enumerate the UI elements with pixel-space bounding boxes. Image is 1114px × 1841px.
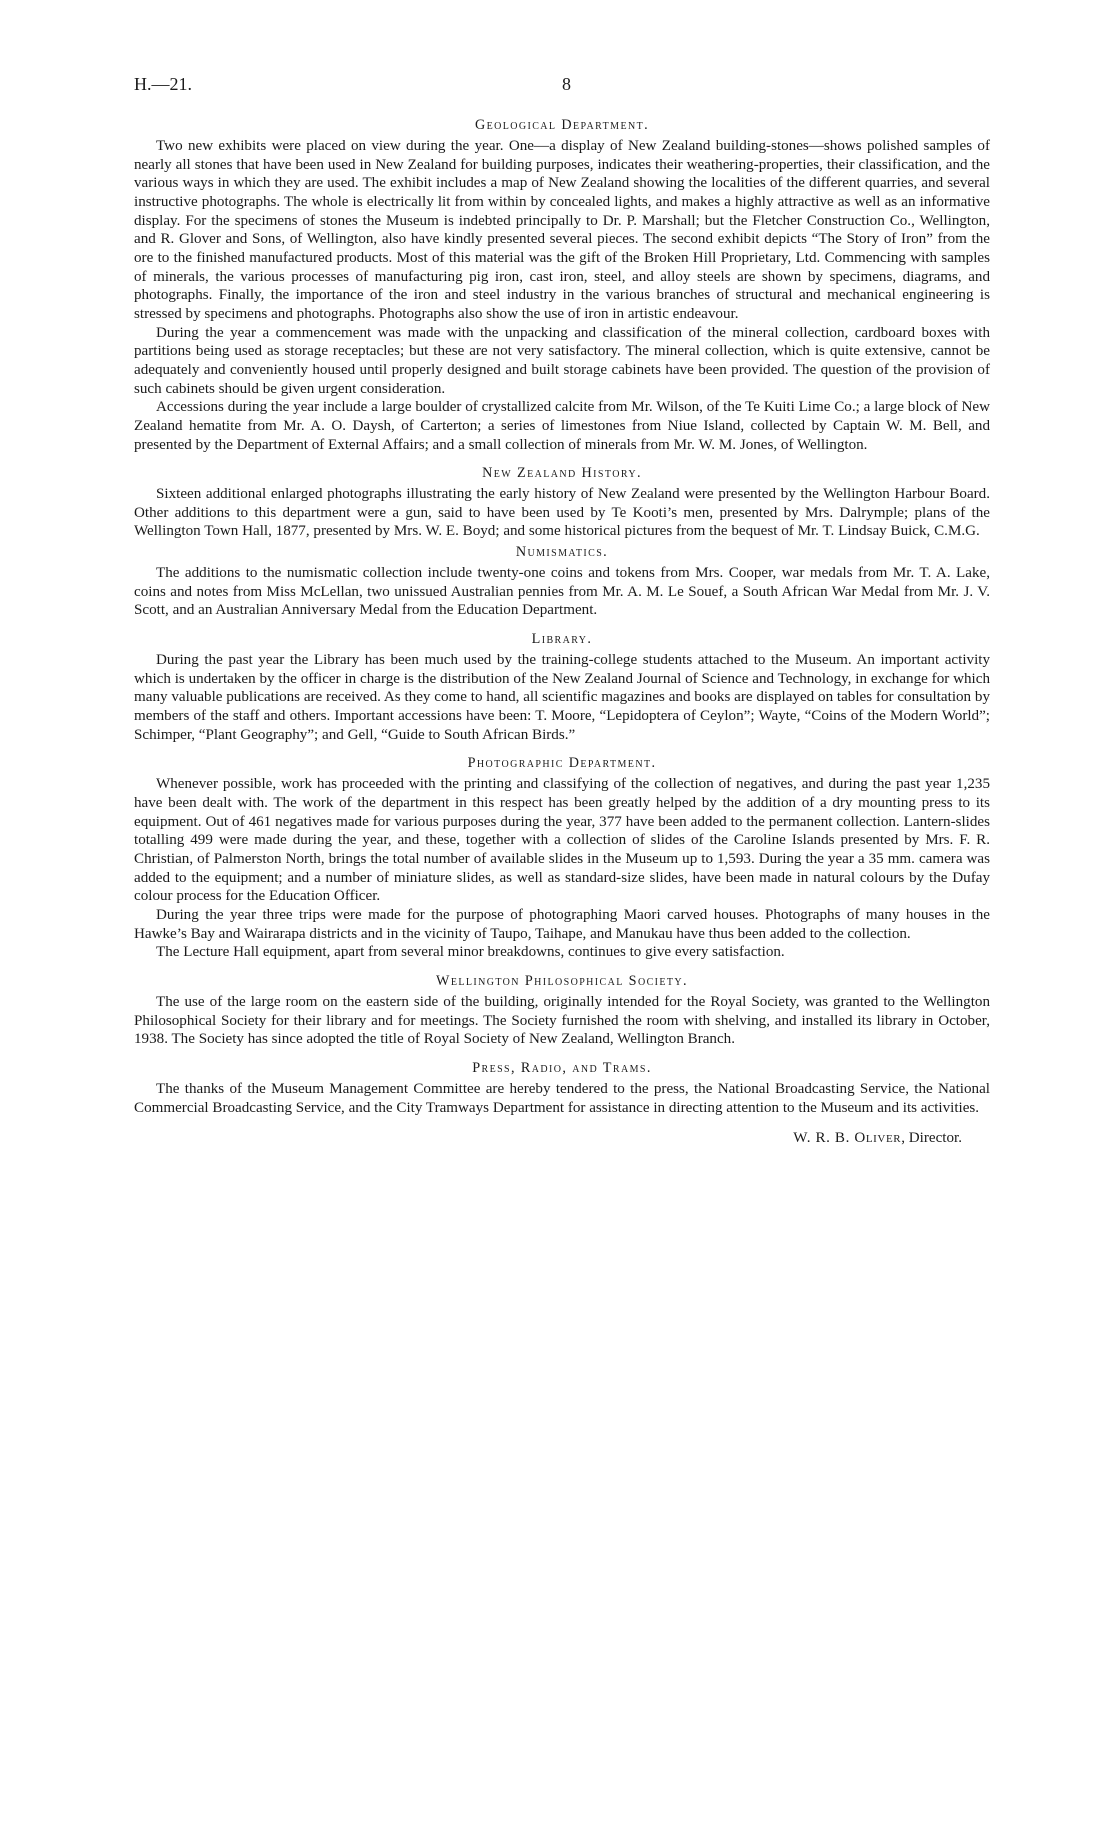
signature	[134, 1129, 990, 1147]
section-new-zealand-history	[134, 464, 990, 541]
paragraph: During the past year the Library has been much used by the training-college students attached to the Museum. An important activity which is undertaken by the officer in charge is the distribution of the New Zealand Journal of Science and Technology, in exchange for which many valuable publications are received. As they come to hand, all scientific magazines and books are displayed on tables for consultation by members of the staff and others. Important accessions have been: T. Moore, “Lepidoptera of Ceylon”; Wayte, “Coins of the Modern World”; Schimper, “Plant Geography”; and Gell, “Guide to South African Birds.”	[134, 652, 990, 743]
signatory-name: W. R. B. Oliver	[793, 1130, 902, 1147]
running-head	[134, 72, 994, 96]
report-body	[134, 116, 990, 1147]
paragraph: Whenever possible, work has proceeded with the printing and classifying of the collection of negatives, and during the past year 1,235 have been dealt with. The work of the department in this respect has been greatly helped by the addition of a dry mounting press to its equipment. Out of 461 negatives made for various purposes during the year, 377 have been added to the permanent collection. Lantern-slides totalling 499 were made during the year, and these, together with a collection of slides of the Caroline Islands presented by Mrs. F. R. Christian, of Palmerston North, brings the total number of available slides in the Museum up to 1,593. During the year a 35 mm. camera was added to the equipment; and a number of miniature slides, as well as standard-size slides, have been made in natural colours by the Dufay colour process for the Education Officer.	[134, 776, 990, 905]
section-photographic-department	[134, 754, 990, 962]
paragraph: The Lecture Hall equipment, apart from several minor breakdowns, continues to give every satisfaction.	[156, 944, 785, 961]
paragraph: The use of the large room on the eastern side of the building, originally intended for the Royal Society, was granted to the Wellington Philosophical Society for their library and for meetings. The Society furnished the room with shelving, and installed its library in October, 1938. The Society has since adopted the title of Royal Society of New Zealand, Wellington Branch.	[134, 993, 990, 1048]
paragraph: Accessions during the year include a large boulder of crystallized calcite from Mr. Wilson, of the Te Kuiti Lime Co.; a large block of New Zealand hematite from Mr. A. O. Daysh, of Carterton; a series of limestones from Niue Island, collected by Captain W. M. Bell, and presented by the Department of External Affairs; and a small collection of minerals from Mr. W. M. Jones, of Wellington.	[134, 399, 990, 453]
section-numismatics	[134, 543, 990, 620]
paragraph: Sixteen additional enlarged photographs illustrating the early history of New Zealand were presented by the Wellington Harbour Board. Other additions to this department were a gun, said to have been used by Te Kooti’s men, presented by Mrs. Dalrymple; plans of the Wellington Town Hall, 1877, presented by Mrs. W. E. Boyd; and some historical pictures from the bequest of Mr. T. Lindsay Buick, C.M.G.	[134, 486, 990, 540]
signatory-title: , Director.	[901, 1130, 962, 1147]
paragraph: During the year a commencement was made with the unpacking and classification of the mineral collection, cardboard boxes with partitions being used as storage receptacles; but these are not very satisfactory. The mineral collection, which is quite extensive, cannot be adequately and conveniently housed until properly designed and built storage cabinets have been provided. The question of the provision of such cabinets should be given urgent consideration.	[134, 324, 990, 397]
section-heading: Photographic Department.	[467, 755, 657, 772]
page-number: 8	[562, 74, 571, 94]
paragraph: Two new exhibits were placed on view during the year. One—a display of New Zealand building-stones—shows polished samples of nearly all stones that have been used in New Zealand for building purposes, indicates their weathering-properties, their classification, and the various ways in which they are used. The exhibit includes a map of New Zealand showing the localities of the different quarries, and several instructive photographs. The whole is electrically lit from within by concealed lights, and makes a highly attractive as well as an informative display. For the specimens of stones the Museum is indebted principally to Dr. P. Marshall; but the Fletcher Construction Co., Wellington, and R. Glover and Sons, of Wellington, also have kindly presented several pieces. The second exhibit depicts “The Story of Iron” from the ore to the finished manufactured products. Most of this material was the gift of the Broken Hill Proprietary, Ltd. Commencing with samples of minerals, the various processes of manufacturing pig iron, cast iron, steel, and alloy steels are shown by specimens, diagrams, and photographs. Finally, the importance of the iron and steel industry in the various branches of structural and mechanical engineering is stressed by specimens and photographs. Photographs also show the use of iron in artistic endeavour.	[134, 138, 990, 322]
section-heading: New Zealand History.	[482, 465, 642, 482]
paragraph: The additions to the numismatic collection include twenty-one coins and tokens from Mrs. Cooper, war medals from Mr. T. A. Lake, coins and notes from Miss McLellan, two unissued Australian pennies from Mr. A. M. Le Souef, a South African War Medal from Mr. J. V. Scott, and an Australian Anniversary Medal from the Education Department.	[134, 565, 990, 619]
section-wellington-philosophical-society	[134, 972, 990, 1049]
section-library	[134, 630, 990, 744]
section-geological-department	[134, 116, 990, 454]
report-reference: H.—21.	[134, 74, 192, 94]
section-heading: Numismatics.	[515, 544, 609, 561]
paragraph: During the year three trips were made for the purpose of photographing Maori carved houses. Photographs of many houses in the Hawke’s Bay and Wairarapa districts and in the vicinity of Taupo, Taihape, and Manukau have thus been added to the collection.	[134, 906, 990, 942]
section-press-radio-trams	[134, 1059, 990, 1117]
paragraph: The thanks of the Museum Management Committee are hereby tendered to the press, the National Broadcasting Service, the National Commercial Broadcasting Service, and the City Tramways Department for assistance in directing attention to the Museum and its activities.	[134, 1080, 990, 1116]
section-heading: Geological Department.	[474, 117, 650, 133]
section-heading: Press, Radio, and Trams.	[472, 1059, 652, 1076]
section-heading: Library.	[531, 631, 593, 648]
section-heading: Wellington Philosophical Society.	[436, 972, 688, 989]
